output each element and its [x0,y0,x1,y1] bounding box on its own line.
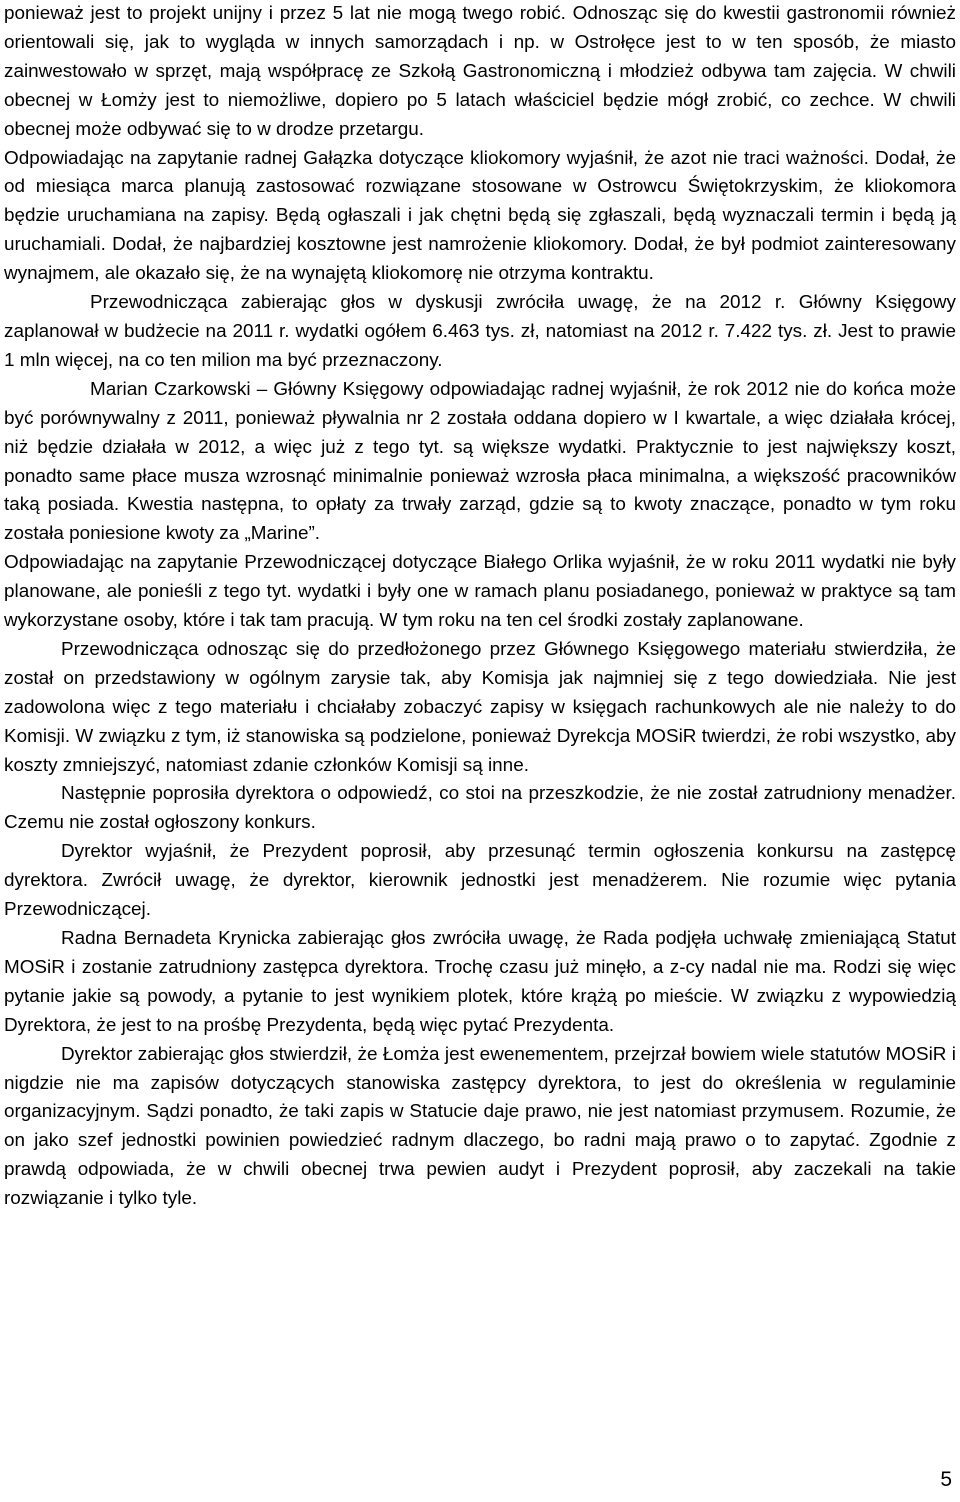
paragraph-1: ponieważ jest to projekt unijny i przez 5 lat nie mogą twego robić. Odnosząc się do kwestii gastronomii również orientowali się, jak to wygląda w innych samorządach i np. w Ostrołęce jest to w ten sposób, że miasto zainwestowało w sprzęt, mają współpracę ze Szkołą Gastronomiczną i młodzież odbywa tam zajęcia. W chwili obecnej w Łomży jest to niemożliwe, dopiero po 5 latach właściciel będzie mógł zrobić, co zechce. W chwili obecnej może odbywać się to w drodze przetargu. [4,3,956,140]
paragraph-3: Przewodnicząca zabierając głos w dyskusji zwróciła uwagę, że na 2012 r. Główny Księgowy zaplanował w budżecie na 2011 r. wydatki ogółem 6.463 tys. zł, natomiast na 2012 r. 7.422 tys. zł. Jest to prawie 1 mln więcej, na co ten milion ma być przeznaczony. [4,292,956,371]
page-number: 5 [940,1468,952,1491]
paragraph-2: Odpowiadając na zapytanie radnej Gałązka dotyczące kliokomory wyjaśnił, że azot nie traci ważności. Dodał, że od miesiąca marca planują zastosować rozwiązane stosowane w Ostrowcu Świętokrzyskim, że kliokomora będzie uruchamiana na zapisy. Będą ogłaszali i jak chętni będą się zgłaszali, będą wyznaczali termin i będą ją uruchamiali. Dodał, że najbardziej kosztowne jest namrożenie kliokomory. Dodał, że był podmiot zainteresowany wynajmem, ale okazało się, że na wynajętą kliokomorę nie otrzyma kontraktu. [4,147,956,285]
paragraph-7: Następnie poprosiła dyrektora o odpowiedź, co stoi na przeszkodzie, że nie został zatrudniony menadżer. Czemu nie został ogłoszony konkurs. [4,783,956,834]
paragraph-5: Odpowiadając na zapytanie Przewodniczącej dotyczące Białego Orlika wyjaśnił, że w roku 2011 wydatki nie były planowane, ale ponieśli z tego tyt. wydatki i były one w ramach planu posiadanego, ponieważ w praktyce są tam wykorzystane osoby, które i tak tam pracują. W tym roku na ten cel środki zostały zaplanowane. [4,552,956,632]
paragraph-8: Dyrektor wyjaśnił, że Prezydent poprosił, aby przesunąć termin ogłoszenia konkursu na zastępcę dyrektora. Zwrócił uwagę, że dyrektor, kierownik jednostki jest menadżerem. Nie rozumie więc pytania Przewodniczącej. [4,841,956,921]
document-body [4,0,956,1214]
paragraph-4: Marian Czarkowski – Główny Księgowy odpowiadając radnej wyjaśnił, że rok 2012 nie do końca może być porównywalny z 2011, ponieważ pływalnia nr 2 została oddana dopiero w I kwartale, a więc działała krócej, niż będzie działała w 2012, a więc już z tego tyt. są większe wydatki. Praktycznie to jest największy koszt, ponadto same płace musza wzrosnąć minimalnie ponieważ wzrosła płaca minimalna, a większość pracowników taką posiada. Kwestia następna, to opłaty za trwały zarząd, gdzie są to kwoty znaczące, ponadto w tym roku została poniesione kwoty za „Marine”. [4,378,956,545]
paragraph-6: Przewodnicząca odnosząc się do przedłożonego przez Głównego Księgowego materiału stwierdziła, że został on przedstawiony w ogólnym zarysie tak, aby Komisja jak najmniej się z tego dowiedziała. Nie jest zadowolona więc z tego materiału i chciałaby zobaczyć zapisy w księgach rachunkowych ale nie należy to do Komisji. W związku z tym, iż stanowiska są podzielone, ponieważ Dyrekcja MOSiR twierdzi, że robi wszystko, aby koszty zmniejszyć, natomiast zdanie członków Komisji są inne. [4,638,956,776]
paragraph-9: Radna Bernadeta Krynicka zabierając głos zwróciła uwagę, że Rada podjęła uchwałę zmieniającą Statut MOSiR i zostanie zatrudniony zastępca dyrektora. Trochę czasu już minęło, a z-cy nadal nie ma. Rodzi się więc pytanie jakie są powody, a pytanie to jest wynikiem plotek, które krążą po mieście. W związku z wypowiedzią Dyrektora, że jest to na prośbę Prezydenta, będą więc pytać Prezydenta. [4,928,956,1036]
paragraph-10: Dyrektor zabierając głos stwierdził, że Łomża jest ewenementem, przejrzał bowiem wiele statutów MOSiR i nigdzie nie ma zapisów dotyczących stanowiska zastępcy dyrektora, to jest do określenia w regulaminie organizacyjnym. Sądzi ponadto, że taki zapis w Statucie daje prawo, nie jest natomiast przymusem. Rozumie, że on jako szef jednostki powinien powiedzieć radnym dlaczego, bo radni mają prawo o to zapytać. Zgodnie z prawdą odpowiada, że w chwili obecnej trwa pewien audyt i Prezydent poprosił, aby zaczekali na takie rozwiązanie i tylko tyle. [4,1043,956,1210]
